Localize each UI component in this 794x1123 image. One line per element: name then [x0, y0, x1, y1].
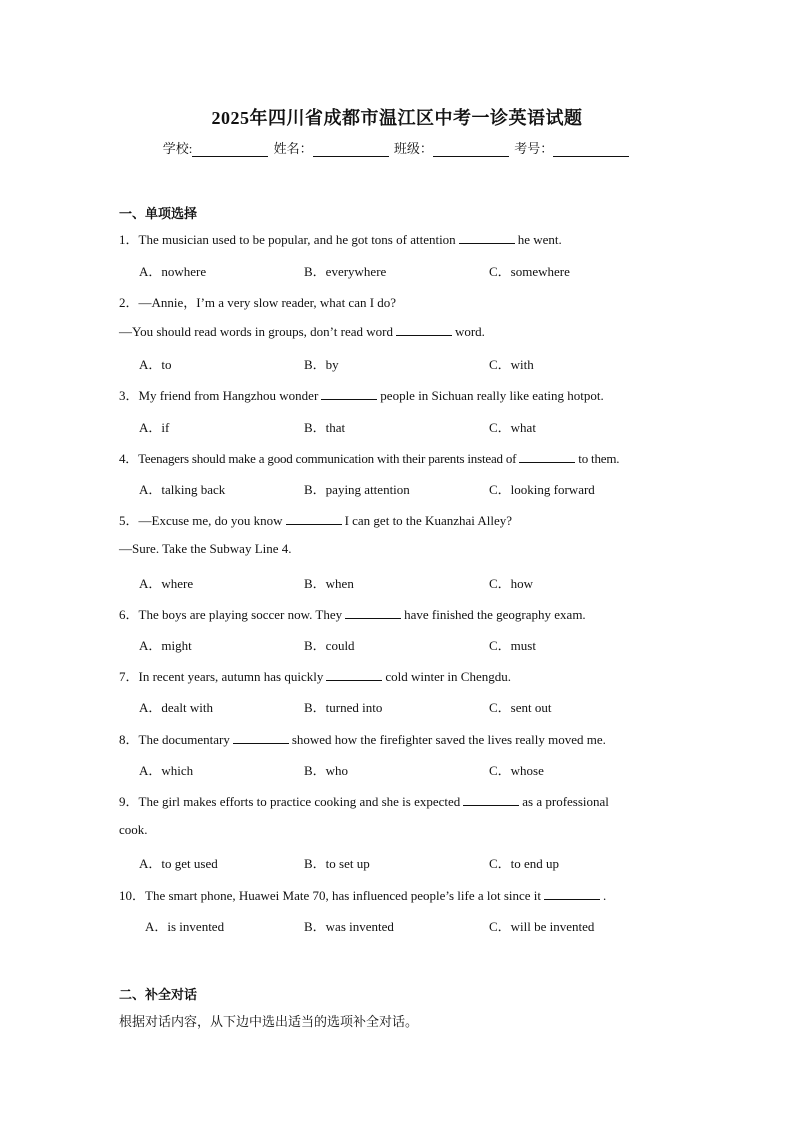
option-b[interactable]: B．to set up: [304, 856, 370, 871]
question-text: 4．Teenagers should make a good communication with their parents instead of: [119, 451, 517, 466]
page-title: 2025年四川省成都市温江区中考一诊英语试题: [211, 108, 583, 128]
option-c[interactable]: C．looking forward: [489, 482, 595, 497]
option-b[interactable]: B．by: [304, 357, 339, 372]
option-a[interactable]: A．nowhere: [139, 264, 207, 279]
question-text: 3．My friend from Hangzhou wonder: [119, 388, 319, 403]
answer-blank: [544, 887, 600, 900]
question-text: cold winter in Chengdu.: [385, 669, 511, 684]
question-text: have finished the geography exam.: [404, 607, 586, 622]
option-b[interactable]: B．everywhere: [304, 264, 387, 279]
option-b[interactable]: B．could: [304, 638, 355, 653]
option-a[interactable]: A．if: [139, 420, 170, 435]
option-c[interactable]: C．how: [489, 576, 534, 591]
option-a[interactable]: A．talking back: [139, 482, 226, 497]
school-blank[interactable]: [192, 142, 268, 157]
answer-blank: [326, 668, 382, 681]
option-a[interactable]: A．which: [139, 763, 194, 778]
question-9-line2: cook.: [119, 822, 148, 837]
option-c[interactable]: C．somewhere: [489, 264, 570, 279]
option-b[interactable]: B．paying attention: [304, 482, 410, 497]
option-c[interactable]: C．must: [489, 638, 536, 653]
answer-blank: [396, 323, 452, 336]
section-heading-choice: 一、单项选择: [119, 206, 198, 221]
option-b[interactable]: B．turned into: [304, 700, 383, 715]
question-text: he went.: [517, 232, 562, 247]
exam-no-label: 考号：: [514, 141, 554, 156]
answer-blank: [345, 606, 401, 619]
answer-blank: [233, 731, 289, 744]
student-info-line: [0, 138, 794, 157]
school-label: 学校:: [162, 141, 193, 156]
question-4: [119, 448, 699, 467]
option-c[interactable]: C．sent out: [489, 700, 552, 715]
option-a[interactable]: A．dealt with: [139, 700, 214, 715]
question-5: [119, 510, 699, 529]
option-c[interactable]: C．to end up: [489, 856, 560, 871]
question-5-line2: —Sure. Take the Subway Line 4.: [119, 541, 292, 556]
question-text: 9．The girl makes efforts to practice cooking and she is expected: [119, 794, 461, 809]
option-c[interactable]: C．with: [489, 357, 534, 372]
question-text: —You should read words in groups, don’t read word: [119, 324, 393, 339]
answer-blank: [463, 793, 519, 806]
question-text: as a professional: [522, 794, 609, 809]
question-text: 7．In recent years, autumn has quickly: [119, 669, 324, 684]
question-text: 10．The smart phone, Huawei Mate 70, has influenced people’s life a lot since it: [119, 888, 542, 903]
name-label: 姓名：: [273, 141, 313, 156]
question-6: [119, 604, 699, 623]
question-2-line1: 2．—Annie，I’m a very slow reader, what can I do?: [119, 295, 397, 310]
question-8: [119, 729, 699, 748]
option-a[interactable]: A．to get used: [139, 856, 218, 871]
option-b[interactable]: B．who: [304, 763, 349, 778]
question-7: [119, 666, 699, 685]
question-text: showed how the firefighter saved the lives really moved me.: [291, 732, 606, 747]
question-text: 1．The musician used to be popular, and he got tons of attention: [119, 232, 456, 247]
option-b[interactable]: B．that: [304, 420, 346, 435]
question-9: [119, 791, 699, 810]
option-b[interactable]: B．when: [304, 576, 354, 591]
question-text: 6．The boys are playing soccer now. They: [119, 607, 343, 622]
option-a[interactable]: A．is invented: [145, 919, 225, 934]
answer-blank: [321, 387, 377, 400]
question-1: [119, 229, 699, 248]
answer-blank: [286, 512, 342, 525]
question-text: word.: [454, 324, 485, 339]
question-3: [119, 385, 699, 404]
answer-blank: [459, 231, 515, 244]
question-2: [119, 323, 699, 340]
option-a[interactable]: A．where: [139, 576, 194, 591]
option-c[interactable]: C．will be invented: [489, 919, 595, 934]
exam-no-blank[interactable]: [553, 142, 629, 157]
question-text: .: [603, 888, 607, 903]
question-text: I can get to the Kuanzhai Alley?: [344, 513, 513, 528]
option-c[interactable]: C．what: [489, 420, 536, 435]
question-text: 5．—Excuse me, do you know: [119, 513, 283, 528]
question-10: [119, 885, 699, 904]
section-heading-dialogue: 二、补全对话: [119, 987, 198, 1002]
question-text: people in Sichuan really like eating hotpot.: [380, 388, 604, 403]
option-b[interactable]: B．was invented: [304, 919, 394, 934]
option-c[interactable]: C．whose: [489, 763, 544, 778]
section-instruction: 根据对话内容，从下边中选出适当的选项补全对话。: [119, 1014, 419, 1029]
class-label: 班级：: [393, 141, 433, 156]
class-blank[interactable]: [433, 142, 509, 157]
option-a[interactable]: A．might: [139, 638, 192, 653]
answer-blank: [519, 450, 575, 463]
question-text: 8．The documentary: [119, 732, 230, 747]
question-text: to them.: [578, 451, 620, 466]
option-a[interactable]: A．to: [139, 357, 172, 372]
name-blank[interactable]: [313, 142, 389, 157]
